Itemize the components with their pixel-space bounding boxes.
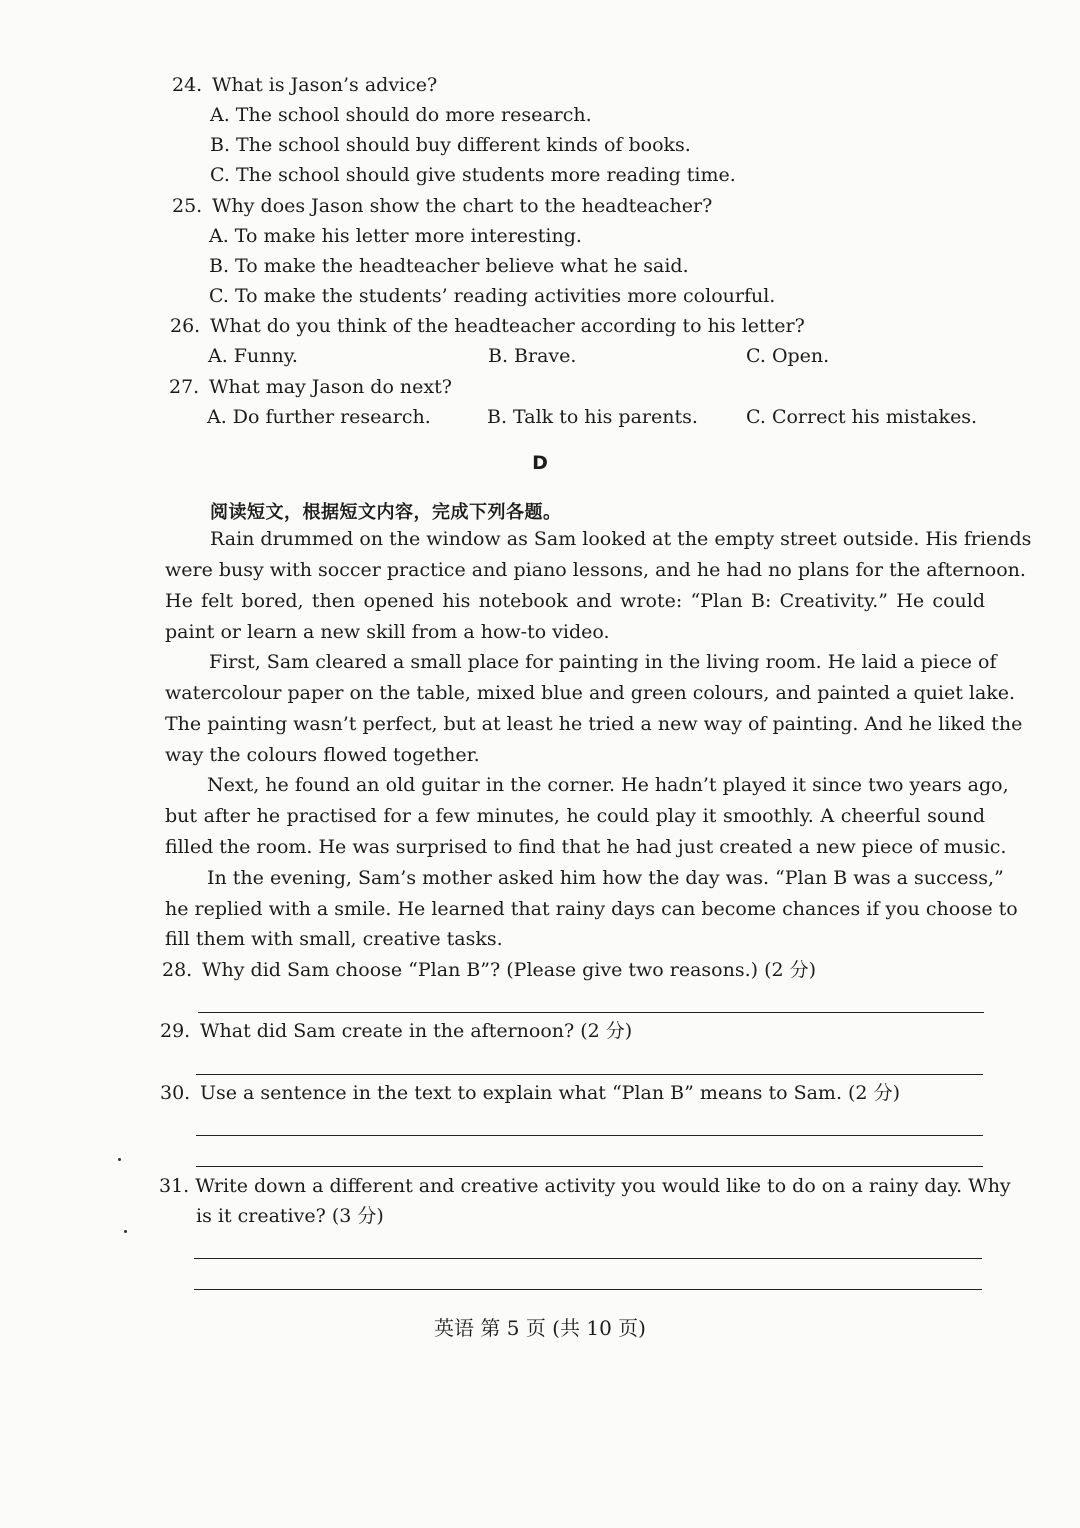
question-29: 29. What did Sam create in the afternoon? (2 分): [160, 1020, 633, 1042]
passage-line: were busy with soccer practice and piano lessons, and he had no plans for the afternoon.: [165, 559, 1026, 581]
option: B. Talk to his parents.: [487, 406, 698, 428]
section-heading: D: [532, 452, 548, 474]
passage-line: filled the room. He was surprised to find that he had just created a new piece of music.: [165, 836, 1007, 858]
question-text: Write down a different and creative activity you would like to do on a rainy day. Why: [195, 1175, 1011, 1197]
passage-line: fill them with small, creative tasks.: [165, 928, 503, 950]
section-instruction: 阅读短文，根据短文内容，完成下列各题。: [210, 502, 562, 523]
passage-line: Rain drummed on the window as Sam looked at the empty street outside. His friends: [210, 528, 1032, 550]
question-stem: What may Jason do next?: [209, 376, 452, 398]
passage-line: he replied with a smile. He learned that rainy days can become chances if you choose to: [165, 898, 1018, 920]
passage-line: First, Sam cleared a small place for painting in the living room. He laid a piece of: [209, 651, 997, 673]
option: B. Brave.: [488, 345, 577, 367]
question-27: 27. What may Jason do next?: [169, 376, 452, 398]
passage-line: The painting wasn’t perfect, but at least he tried a new way of painting. And he liked the: [165, 713, 1023, 735]
question-stem: Why does Jason show the chart to the headteacher?: [212, 195, 713, 217]
option: C. Correct his mistakes.: [746, 406, 978, 428]
passage-line: watercolour paper on the table, mixed blue and green colours, and painted a quiet lake.: [165, 682, 1016, 704]
page-footer: 英语 第 5 页 (共 10 页): [434, 1316, 646, 1340]
option: C. The school should give students more reading time.: [210, 164, 736, 186]
question-31: 31. Write down a different and creative activity you would like to do on a rainy day. Why: [159, 1175, 1011, 1197]
option: B. To make the headteacher believe what he said.: [209, 255, 689, 277]
passage-line: paint or learn a new skill from a how-to video.: [165, 621, 610, 643]
question-text: What did Sam create in the afternoon? (2 分): [200, 1020, 633, 1042]
option: C. Open.: [746, 345, 830, 367]
question-28: 28. Why did Sam choose “Plan B”? (Please give two reasons.) (2 分): [162, 959, 817, 981]
question-30: 30. Use a sentence in the text to explain what “Plan B” means to Sam. (2 分): [160, 1082, 900, 1104]
option: A. To make his letter more interesting.: [209, 225, 582, 247]
question-24: 24. What is Jason’s advice?: [172, 74, 438, 96]
answer-line[interactable]: [194, 1258, 982, 1259]
question-text: Why did Sam choose “Plan B”? (Please give two reasons.) (2 分): [202, 959, 817, 981]
passage-line: but after he practised for a few minutes, he could play it smoothly. A cheerful sound: [165, 805, 985, 827]
option: B. The school should buy different kinds of books.: [210, 134, 691, 156]
question-text: Use a sentence in the text to explain what “Plan B” means to Sam. (2 分): [200, 1082, 900, 1104]
question-stem: What do you think of the headteacher according to his letter?: [210, 315, 805, 337]
passage-line: In the evening, Sam’s mother asked him how the day was. “Plan B was a success,”: [207, 867, 1004, 889]
answer-line[interactable]: [196, 1074, 983, 1075]
option: C. To make the students’ reading activities more colourful.: [209, 285, 776, 307]
question-25: 25. Why does Jason show the chart to the headteacher?: [172, 195, 713, 217]
question-31-continued: is it creative? (3 分): [196, 1205, 384, 1227]
question-stem: What is Jason’s advice?: [212, 74, 438, 96]
scan-speck: [118, 1158, 121, 1161]
question-26: 26. What do you think of the headteacher according to his letter?: [170, 315, 805, 337]
passage-line: way the colours flowed together.: [165, 744, 480, 766]
answer-line[interactable]: [196, 1135, 983, 1136]
option: A. Do further research.: [207, 406, 431, 428]
answer-line[interactable]: [198, 1012, 984, 1013]
scan-speck: [124, 1230, 127, 1233]
answer-line[interactable]: [194, 1289, 982, 1290]
option: A. Funny.: [208, 345, 298, 367]
passage-line: Next, he found an old guitar in the corner. He hadn’t played it since two years ago,: [207, 774, 1009, 796]
option: A. The school should do more research.: [210, 104, 592, 126]
answer-line[interactable]: [196, 1166, 983, 1167]
passage-line: He felt bored, then opened his notebook and wrote: “Plan B: Creativity.” He could: [165, 590, 985, 612]
